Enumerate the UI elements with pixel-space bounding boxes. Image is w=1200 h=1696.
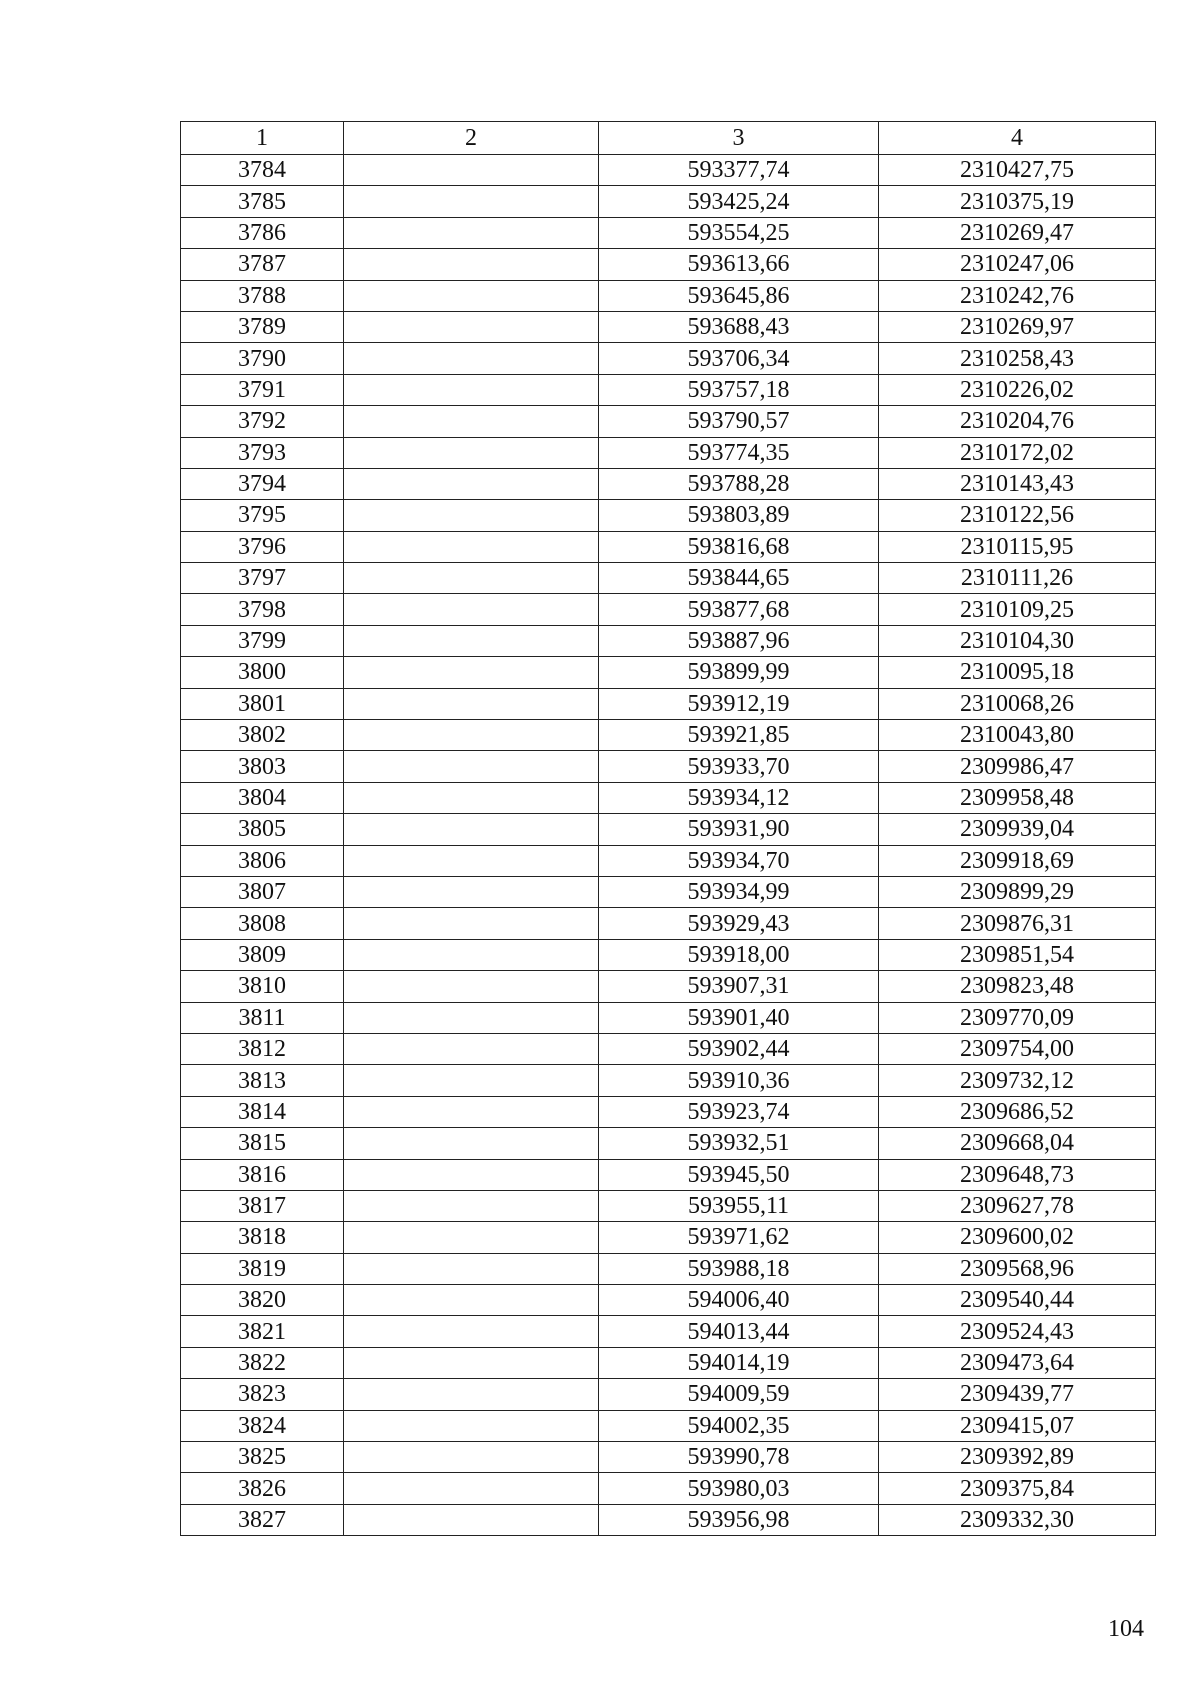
x-coordinate-cell: 593554,25 xyxy=(599,217,879,248)
point-number-cell: 3825 xyxy=(181,1442,344,1473)
y-coordinate-cell: 2310375,19 xyxy=(879,186,1156,217)
x-coordinate-cell: 593901,40 xyxy=(599,1002,879,1033)
column-2-cell xyxy=(344,1159,599,1190)
point-number-cell: 3800 xyxy=(181,657,344,688)
table-row xyxy=(181,1128,1156,1159)
point-number-cell: 3801 xyxy=(181,688,344,719)
page-number: 104 xyxy=(1108,1616,1144,1642)
y-coordinate-cell: 2310068,26 xyxy=(879,688,1156,719)
x-coordinate-cell: 593902,44 xyxy=(599,1033,879,1064)
column-2-cell xyxy=(344,437,599,468)
column-2-cell xyxy=(344,1379,599,1410)
y-coordinate-cell: 2310269,47 xyxy=(879,217,1156,248)
y-coordinate-cell: 2309770,09 xyxy=(879,1002,1156,1033)
point-number-cell: 3816 xyxy=(181,1159,344,1190)
y-coordinate-cell: 2310104,30 xyxy=(879,625,1156,656)
x-coordinate-cell: 593645,86 xyxy=(599,280,879,311)
point-number-cell: 3789 xyxy=(181,311,344,342)
point-number-cell: 3813 xyxy=(181,1065,344,1096)
column-2-cell xyxy=(344,1316,599,1347)
y-coordinate-cell: 2310172,02 xyxy=(879,437,1156,468)
column-2-cell xyxy=(344,1033,599,1064)
point-number-cell: 3815 xyxy=(181,1128,344,1159)
y-coordinate-cell: 2309392,89 xyxy=(879,1442,1156,1473)
point-number-cell: 3807 xyxy=(181,876,344,907)
table-row xyxy=(181,971,1156,1002)
column-2-cell xyxy=(344,468,599,499)
point-number-cell: 3827 xyxy=(181,1504,344,1535)
y-coordinate-cell: 2309439,77 xyxy=(879,1379,1156,1410)
column-2-cell xyxy=(344,343,599,374)
point-number-cell: 3795 xyxy=(181,500,344,531)
column-2-cell xyxy=(344,1442,599,1473)
y-coordinate-cell: 2309732,12 xyxy=(879,1065,1156,1096)
point-number-cell: 3814 xyxy=(181,1096,344,1127)
y-coordinate-cell: 2309415,07 xyxy=(879,1410,1156,1441)
y-coordinate-cell: 2310427,75 xyxy=(879,155,1156,186)
table-row xyxy=(181,688,1156,719)
x-coordinate-cell: 593912,19 xyxy=(599,688,879,719)
y-coordinate-cell: 2309668,04 xyxy=(879,1128,1156,1159)
column-2-cell xyxy=(344,1410,599,1441)
y-coordinate-cell: 2309473,64 xyxy=(879,1347,1156,1378)
point-number-cell: 3791 xyxy=(181,374,344,405)
x-coordinate-cell: 593934,99 xyxy=(599,876,879,907)
y-coordinate-cell: 2309568,96 xyxy=(879,1253,1156,1284)
y-coordinate-cell: 2310204,76 xyxy=(879,406,1156,437)
x-coordinate-cell: 593933,70 xyxy=(599,751,879,782)
column-header-1: 1 xyxy=(181,122,344,155)
column-2-cell xyxy=(344,186,599,217)
column-2-cell xyxy=(344,563,599,594)
x-coordinate-cell: 593788,28 xyxy=(599,468,879,499)
header-row xyxy=(181,122,1156,155)
table-row xyxy=(181,563,1156,594)
table-row xyxy=(181,531,1156,562)
table-row xyxy=(181,1504,1156,1535)
table-row xyxy=(181,751,1156,782)
column-2-cell xyxy=(344,406,599,437)
x-coordinate-cell: 593929,43 xyxy=(599,908,879,939)
y-coordinate-cell: 2309939,04 xyxy=(879,814,1156,845)
x-coordinate-cell: 593757,18 xyxy=(599,374,879,405)
table-row xyxy=(181,1002,1156,1033)
y-coordinate-cell: 2309899,29 xyxy=(879,876,1156,907)
point-number-cell: 3797 xyxy=(181,563,344,594)
column-2-cell xyxy=(344,939,599,970)
x-coordinate-cell: 593932,51 xyxy=(599,1128,879,1159)
x-coordinate-cell: 593816,68 xyxy=(599,531,879,562)
table-row xyxy=(181,1065,1156,1096)
x-coordinate-cell: 594009,59 xyxy=(599,1379,879,1410)
point-number-cell: 3821 xyxy=(181,1316,344,1347)
column-2-cell xyxy=(344,217,599,248)
y-coordinate-cell: 2309686,52 xyxy=(879,1096,1156,1127)
table-row xyxy=(181,1033,1156,1064)
y-coordinate-cell: 2309986,47 xyxy=(879,751,1156,782)
y-coordinate-cell: 2309851,54 xyxy=(879,939,1156,970)
point-number-cell: 3818 xyxy=(181,1222,344,1253)
point-number-cell: 3806 xyxy=(181,845,344,876)
column-2-cell xyxy=(344,876,599,907)
column-header-3: 3 xyxy=(599,122,879,155)
table-row xyxy=(181,625,1156,656)
x-coordinate-cell: 593688,43 xyxy=(599,311,879,342)
x-coordinate-cell: 593425,24 xyxy=(599,186,879,217)
table-row xyxy=(181,1222,1156,1253)
table-row xyxy=(181,1316,1156,1347)
point-number-cell: 3794 xyxy=(181,468,344,499)
column-2-cell xyxy=(344,155,599,186)
x-coordinate-cell: 593613,66 xyxy=(599,249,879,280)
point-number-cell: 3787 xyxy=(181,249,344,280)
column-2-cell xyxy=(344,814,599,845)
y-coordinate-cell: 2309876,31 xyxy=(879,908,1156,939)
point-number-cell: 3822 xyxy=(181,1347,344,1378)
table-row xyxy=(181,594,1156,625)
y-coordinate-cell: 2310115,95 xyxy=(879,531,1156,562)
column-2-cell xyxy=(344,1190,599,1221)
column-2-cell xyxy=(344,751,599,782)
x-coordinate-cell: 593910,36 xyxy=(599,1065,879,1096)
x-coordinate-cell: 593956,98 xyxy=(599,1504,879,1535)
table-row xyxy=(181,1285,1156,1316)
column-2-cell xyxy=(344,531,599,562)
y-coordinate-cell: 2310269,97 xyxy=(879,311,1156,342)
column-2-cell xyxy=(344,845,599,876)
table-body xyxy=(181,155,1156,1536)
column-2-cell xyxy=(344,1253,599,1284)
table-row xyxy=(181,782,1156,813)
x-coordinate-cell: 593934,12 xyxy=(599,782,879,813)
point-number-cell: 3785 xyxy=(181,186,344,217)
y-coordinate-cell: 2310247,06 xyxy=(879,249,1156,280)
point-number-cell: 3802 xyxy=(181,720,344,751)
point-number-cell: 3808 xyxy=(181,908,344,939)
x-coordinate-cell: 594013,44 xyxy=(599,1316,879,1347)
x-coordinate-cell: 593887,96 xyxy=(599,625,879,656)
table-row xyxy=(181,845,1156,876)
table-row xyxy=(181,249,1156,280)
column-2-cell xyxy=(344,594,599,625)
column-2-cell xyxy=(344,280,599,311)
point-number-cell: 3793 xyxy=(181,437,344,468)
column-2-cell xyxy=(344,249,599,280)
x-coordinate-cell: 593971,62 xyxy=(599,1222,879,1253)
y-coordinate-cell: 2309524,43 xyxy=(879,1316,1156,1347)
column-2-cell xyxy=(344,657,599,688)
coordinates-table xyxy=(180,121,1156,1536)
table-row xyxy=(181,374,1156,405)
point-number-cell: 3817 xyxy=(181,1190,344,1221)
table-row xyxy=(181,343,1156,374)
y-coordinate-cell: 2309540,44 xyxy=(879,1285,1156,1316)
table-row xyxy=(181,814,1156,845)
table-row xyxy=(181,1473,1156,1504)
column-2-cell xyxy=(344,311,599,342)
point-number-cell: 3811 xyxy=(181,1002,344,1033)
table-row xyxy=(181,468,1156,499)
table-row xyxy=(181,939,1156,970)
table-row xyxy=(181,217,1156,248)
y-coordinate-cell: 2310226,02 xyxy=(879,374,1156,405)
x-coordinate-cell: 593955,11 xyxy=(599,1190,879,1221)
y-coordinate-cell: 2309627,78 xyxy=(879,1190,1156,1221)
x-coordinate-cell: 593877,68 xyxy=(599,594,879,625)
table-row xyxy=(181,1253,1156,1284)
table-row xyxy=(181,1347,1156,1378)
table-row xyxy=(181,1190,1156,1221)
y-coordinate-cell: 2310043,80 xyxy=(879,720,1156,751)
y-coordinate-cell: 2309958,48 xyxy=(879,782,1156,813)
column-2-cell xyxy=(344,688,599,719)
table-row xyxy=(181,657,1156,688)
x-coordinate-cell: 593945,50 xyxy=(599,1159,879,1190)
y-coordinate-cell: 2310095,18 xyxy=(879,657,1156,688)
x-coordinate-cell: 593803,89 xyxy=(599,500,879,531)
point-number-cell: 3812 xyxy=(181,1033,344,1064)
table-row xyxy=(181,1159,1156,1190)
point-number-cell: 3820 xyxy=(181,1285,344,1316)
point-number-cell: 3826 xyxy=(181,1473,344,1504)
x-coordinate-cell: 593899,99 xyxy=(599,657,879,688)
column-header-2: 2 xyxy=(344,122,599,155)
x-coordinate-cell: 593921,85 xyxy=(599,720,879,751)
point-number-cell: 3796 xyxy=(181,531,344,562)
column-2-cell xyxy=(344,1222,599,1253)
x-coordinate-cell: 593790,57 xyxy=(599,406,879,437)
point-number-cell: 3819 xyxy=(181,1253,344,1284)
table-row xyxy=(181,280,1156,311)
column-2-cell xyxy=(344,1096,599,1127)
column-2-cell xyxy=(344,908,599,939)
x-coordinate-cell: 593923,74 xyxy=(599,1096,879,1127)
column-2-cell xyxy=(344,1504,599,1535)
table-header xyxy=(181,122,1156,155)
point-number-cell: 3810 xyxy=(181,971,344,1002)
point-number-cell: 3798 xyxy=(181,594,344,625)
y-coordinate-cell: 2310111,26 xyxy=(879,563,1156,594)
point-number-cell: 3784 xyxy=(181,155,344,186)
y-coordinate-cell: 2310258,43 xyxy=(879,343,1156,374)
x-coordinate-cell: 594006,40 xyxy=(599,1285,879,1316)
x-coordinate-cell: 593980,03 xyxy=(599,1473,879,1504)
column-2-cell xyxy=(344,1065,599,1096)
table-row xyxy=(181,1410,1156,1441)
column-2-cell xyxy=(344,1002,599,1033)
table-row xyxy=(181,311,1156,342)
x-coordinate-cell: 593844,65 xyxy=(599,563,879,594)
x-coordinate-cell: 594014,19 xyxy=(599,1347,879,1378)
x-coordinate-cell: 593918,00 xyxy=(599,939,879,970)
point-number-cell: 3790 xyxy=(181,343,344,374)
point-number-cell: 3804 xyxy=(181,782,344,813)
column-2-cell xyxy=(344,1473,599,1504)
column-2-cell xyxy=(344,1347,599,1378)
column-2-cell xyxy=(344,500,599,531)
y-coordinate-cell: 2310122,56 xyxy=(879,500,1156,531)
table-row xyxy=(181,908,1156,939)
column-2-cell xyxy=(344,1128,599,1159)
y-coordinate-cell: 2309918,69 xyxy=(879,845,1156,876)
y-coordinate-cell: 2309332,30 xyxy=(879,1504,1156,1535)
x-coordinate-cell: 593934,70 xyxy=(599,845,879,876)
point-number-cell: 3788 xyxy=(181,280,344,311)
column-2-cell xyxy=(344,1285,599,1316)
x-coordinate-cell: 593377,74 xyxy=(599,155,879,186)
point-number-cell: 3799 xyxy=(181,625,344,656)
y-coordinate-cell: 2309648,73 xyxy=(879,1159,1156,1190)
table-row xyxy=(181,186,1156,217)
y-coordinate-cell: 2310242,76 xyxy=(879,280,1156,311)
point-number-cell: 3786 xyxy=(181,217,344,248)
x-coordinate-cell: 593907,31 xyxy=(599,971,879,1002)
table-row xyxy=(181,1379,1156,1410)
x-coordinate-cell: 593990,78 xyxy=(599,1442,879,1473)
table-row xyxy=(181,1096,1156,1127)
x-coordinate-cell: 593931,90 xyxy=(599,814,879,845)
column-2-cell xyxy=(344,374,599,405)
y-coordinate-cell: 2309754,00 xyxy=(879,1033,1156,1064)
y-coordinate-cell: 2310109,25 xyxy=(879,594,1156,625)
x-coordinate-cell: 593774,35 xyxy=(599,437,879,468)
point-number-cell: 3792 xyxy=(181,406,344,437)
y-coordinate-cell: 2310143,43 xyxy=(879,468,1156,499)
y-coordinate-cell: 2309823,48 xyxy=(879,971,1156,1002)
table-row xyxy=(181,155,1156,186)
table-row xyxy=(181,1442,1156,1473)
x-coordinate-cell: 594002,35 xyxy=(599,1410,879,1441)
table-row xyxy=(181,437,1156,468)
table-row xyxy=(181,876,1156,907)
point-number-cell: 3823 xyxy=(181,1379,344,1410)
point-number-cell: 3803 xyxy=(181,751,344,782)
point-number-cell: 3805 xyxy=(181,814,344,845)
table-row xyxy=(181,720,1156,751)
table-row xyxy=(181,500,1156,531)
column-2-cell xyxy=(344,971,599,1002)
x-coordinate-cell: 593706,34 xyxy=(599,343,879,374)
table-row xyxy=(181,406,1156,437)
column-2-cell xyxy=(344,625,599,656)
column-2-cell xyxy=(344,720,599,751)
y-coordinate-cell: 2309375,84 xyxy=(879,1473,1156,1504)
x-coordinate-cell: 593988,18 xyxy=(599,1253,879,1284)
point-number-cell: 3824 xyxy=(181,1410,344,1441)
y-coordinate-cell: 2309600,02 xyxy=(879,1222,1156,1253)
column-header-4: 4 xyxy=(879,122,1156,155)
point-number-cell: 3809 xyxy=(181,939,344,970)
column-2-cell xyxy=(344,782,599,813)
